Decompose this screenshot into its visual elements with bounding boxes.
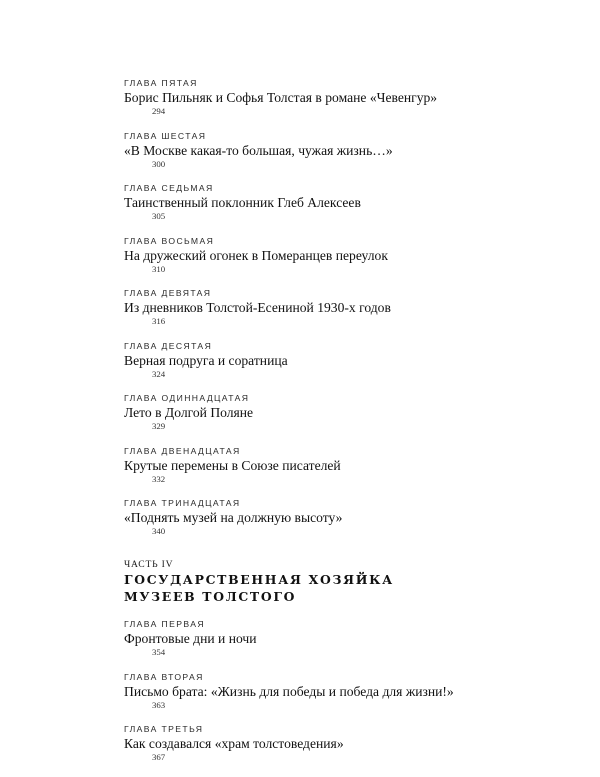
toc-entry-part4-chapter-1 [124,619,544,657]
chapter-page-number: 300 [152,158,166,169]
chapter-title: Борис Пильняк и Софья Толстая в романе «Чевенгур» [124,90,438,105]
part-title-line-2: МУЗЕЕВ ТОЛСТОГО [124,589,297,604]
chapter-label: ГЛАВА ОДИННАДЦАТАЯ [124,393,250,403]
part-title-line-1: ГОСУДАРСТВЕННАЯ ХОЗЯЙКА [124,572,394,587]
chapter-label: ГЛАВА ПЯТАЯ [124,78,198,88]
chapter-label: ГЛАВА ТРЕТЬЯ [124,724,204,734]
chapter-label: ГЛАВА ДЕВЯТАЯ [124,288,212,298]
chapter-title: На дружеский огонек в Померанцев переулок [124,247,388,263]
chapter-title: Таинственный поклонник Глеб Алексеев [124,195,361,210]
chapter-title: Из дневников Толстой-Есениной 1930-х годов [124,300,391,315]
toc-entry-chapter-12 [124,446,544,484]
chapter-page-number: 316 [152,316,166,326]
chapter-title: Лето в Долгой Поляне [124,405,254,420]
chapter-label: ГЛАВА ПЕРВАЯ [124,619,205,629]
chapter-page-number: 332 [152,473,166,484]
chapter-label: ГЛАВА ДВЕНАДЦАТАЯ [124,445,241,456]
chapter-title: «Поднять музей на должную высоту» [124,510,343,525]
chapter-page-number: 329 [152,421,166,431]
toc-entry-chapter-6 [124,131,544,169]
chapter-page-number: 340 [152,526,166,536]
toc-entry-chapter-10 [124,341,544,379]
toc-entry-part4-chapter-3 [124,724,544,762]
chapter-title: Верная подруга и соратница [124,352,288,368]
toc-entry-chapter-13 [124,498,544,536]
chapter-page-number: 367 [152,752,166,762]
chapter-label: ГЛАВА ВТОРАЯ [124,671,204,682]
chapter-label: ГЛАВА СЕДЬМАЯ [124,183,214,193]
chapter-title: «В Москве какая-то большая, чужая жизнь…» [124,142,393,158]
chapter-label: ГЛАВА ДЕСЯТАЯ [124,340,213,351]
chapter-page-number: 310 [152,263,166,274]
toc-entry-chapter-7 [124,183,544,221]
chapter-page-number: 354 [152,647,166,657]
chapter-page-number: 324 [152,368,166,379]
toc-entry-chapter-5 [124,78,544,116]
chapter-title: Крутые перемены в Союзе писателей [124,457,341,473]
chapter-title: Фронтовые дни и ночи [124,631,257,646]
chapter-label: ГЛАВА ШЕСТАЯ [124,130,207,141]
chapter-title: Как создавался «храм толстоведения» [124,736,344,751]
chapter-label: ГЛАВА ВОСЬМАЯ [124,235,215,246]
table-of-contents [124,78,544,777]
toc-entry-chapter-9 [124,288,544,326]
chapter-label: ГЛАВА ТРИНАДЦАТАЯ [124,498,241,508]
toc-entry-chapter-11 [124,393,544,431]
chapter-page-number: 294 [152,106,166,116]
toc-part-heading [124,558,544,605]
chapter-page-number: 363 [152,699,166,710]
toc-entry-chapter-8 [124,236,544,274]
toc-entry-part4-chapter-2 [124,672,544,710]
part-label: ЧАСТЬ IV [124,559,174,570]
chapter-title: Письмо брата: «Жизнь для победы и победа для жизни!» [124,683,454,699]
chapter-page-number: 305 [152,211,166,221]
